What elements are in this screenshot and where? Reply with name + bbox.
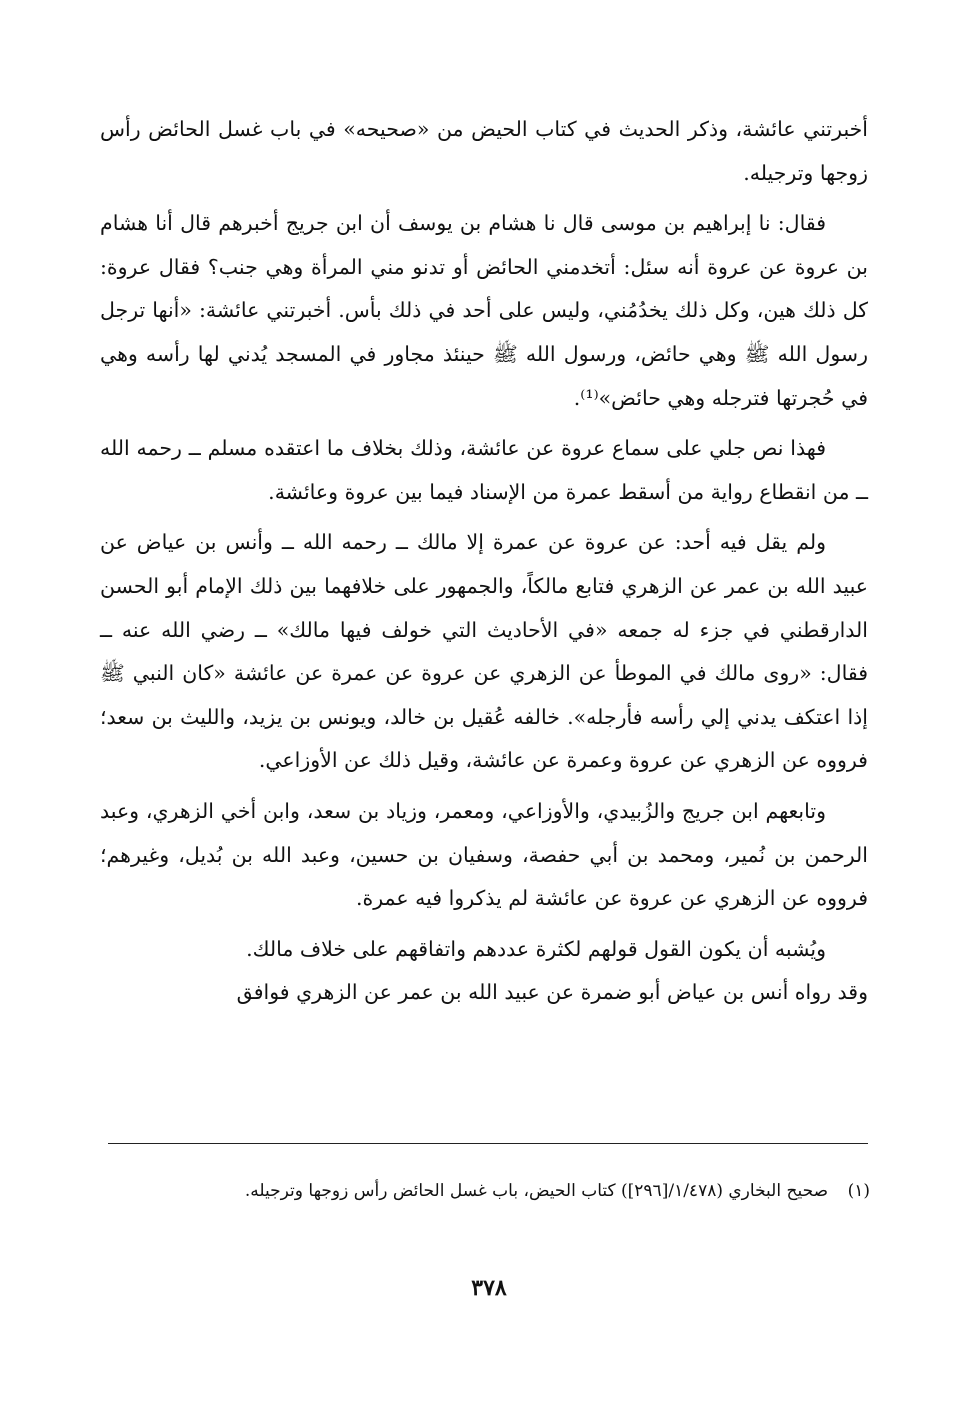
paragraph: فهذا نص جلي على سماع عروة عن عائشة، وذلك بخلاف ما اعتقده مسلم ــ رحمه الله ــ من انقطاع رواية من أسقط عمرة من الإسناد فيما بين عروة وعائشة.	[100, 436, 868, 504]
footnote	[110, 1173, 870, 1209]
paragraph: وتابعهم ابن جريج والزُبيدي، والأوزاعي، ومعمر، وزياد بن سعد، وابن أخي الزهري، وعبد الرحمن بن نُمير، ومحمد بن أبي حفصة، وسفيان بن حسين، وعبد الله بن بُديل، وغيرهم؛ فرووه عن الزهري عن عروة عن عائشة لم يذكروا فيه عمرة.	[100, 798, 868, 911]
footnote-divider	[108, 1143, 868, 1144]
footnote-row	[110, 1173, 870, 1209]
paragraph-continuation: أخبرتني عائشة، وذكر الحديث في كتاب الحيض من «صحيحه» في باب غسل الحائض رأس زوجها وترجيله.	[100, 117, 868, 185]
paragraph: وقد رواه أنس بن عياض أبو ضمرة عن عبيد الله بن عمر عن الزهري فوافق	[236, 980, 868, 1005]
paragraph: فقال: نا إبراهيم بن موسى قال نا هشام بن يوسف أن ابن جريج أخبرهم قال أنا هشام بن عروة عن عروة أنه سئل: أتخدمني الحائض أو تدنو مني المرأة وهي جنب؟ فقال عروة: كل ذلك هين، وكل ذلك يخدُمُني، وليس على أحد في ذلك بأس. أخبرتني عائشة: «أنها ترجل رسول الله ﷺ وهي حائض، ورسول الله ﷺ حينئذ مجاور في المسجد يُدني لها رأسه وهي في حُجرتها فترجله وهي حائض»⁽¹⁾.	[100, 211, 868, 410]
paragraph: ويُشبه أن يكون القول قولهم لكثرة عددهم واتفاقهم على خلاف مالك.	[246, 936, 826, 961]
footnote-text: صحيح البخاري (١/٤٧٨/[٢٩٦]) كتاب الحيض، باب غسل الحائض رأس زوجها وترجيله.	[244, 1181, 828, 1201]
paragraph: ولم يقل فيه أحد: عن عروة عن عمرة إلا مالك ــ رحمه الله ــ وأنس بن عياض عن عبيد الله بن عمر عن الزهري فتابع مالكاً، والجمهور على خلافهما بين ذلك الإمام أبو الحسن الدارقطني في جزء له جمعه «في الأحاديث التي خولف فيها مالك» ــ رضي الله عنه ــ فقال: «روى مالك في الموطأ عن الزهري عن عروة عن عمرة عن عائشة «كان النبي ﷺ إذا اعتكف يدني إلي رأسه فأرجله». خالفه عُقيل بن خالد، ويونس بن يزيد، والليث بن سعد؛ فرووه عن الزهري عن عروة وعمرة عن عائشة، وقيل ذلك عن الأوزاعي.	[100, 530, 868, 773]
page-number: ٣٧٨	[471, 1275, 507, 1301]
footnote-number: (١)	[847, 1181, 870, 1201]
main-text	[100, 108, 868, 1015]
